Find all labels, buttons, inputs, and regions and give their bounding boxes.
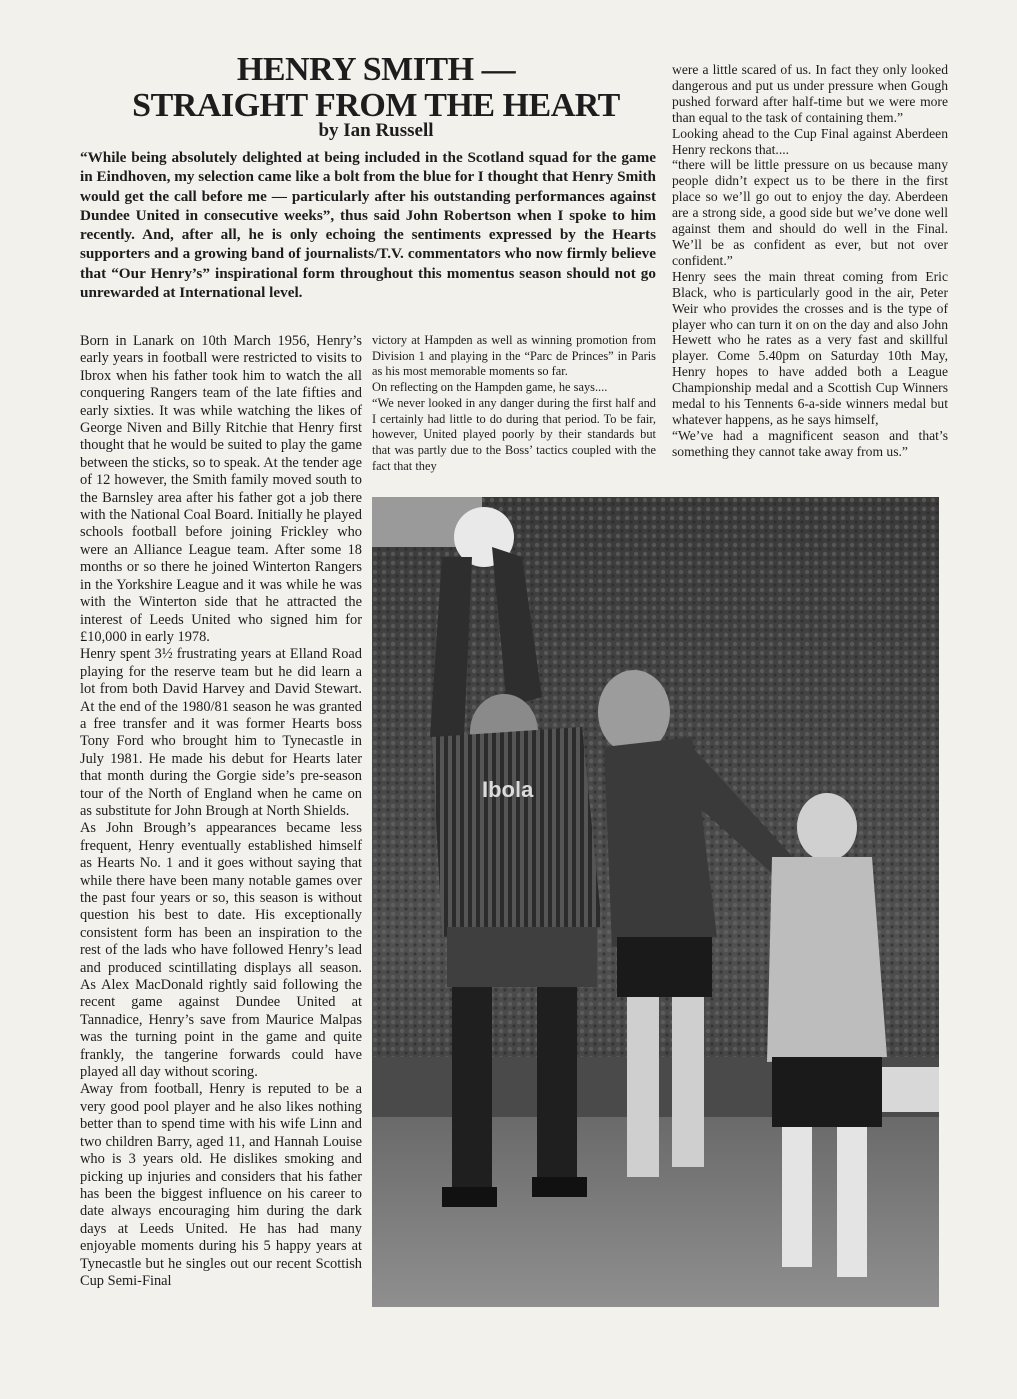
column-2 [372,333,656,474]
goalkeeper-jersey [432,727,602,937]
match-photo [372,497,939,1307]
column-3-paragraph: “there will be little pressure on us because many people didn’t expect us to be there in the first place so we’ll go out to enjoy the day. Aberdeen are a strong side, a good side but we’ve done well against them and should do well in the Final. We’ll be as confident as ever, but not over confident.” [672,157,948,268]
column-3-paragraph: Looking ahead to the Cup Final against Aberdeen Henry reckons that.... [672,125,948,157]
column-2-paragraph: On reflecting on the Hampden game, he says.... [372,380,608,395]
column-1-paragraph: Henry spent 3½ frustrating years at Elland Road playing for the reserve team but he did learn a lot from both David Harvey and David Stewart. At the end of the 1980/81 season he was granted a free transfer and it was former Hearts boss Tony Ford who brought him to Tynecastle in July 1981. He made his debut for Hearts later that month during the Gorgie side’s pre-season tour of the North of England when he came on as substitute for John Brough at North Shields. [80,646,362,819]
column-3 [672,62,948,460]
column-3-paragraph: were a little scared of us. In fact they only looked dangerous and put us under pressure when Gough pushed forward after half-time but we were more than equal to the task of containing them.” [672,62,948,125]
goalkeeper-photo-illustration [372,497,939,1307]
byline: by Ian Russell [318,120,434,141]
column-3-paragraph: Henry sees the main threat coming from Eric Black, who is particularly good in the air, Peter Weir who provides the crosses and is the type of player who can turn it on on the day and also John Hewett who he rates as a very fast and skillful player. Come 5.40pm on Saturday 10th May, Henry hopes to have added both a League Championship medal and a Scottish Cup Winners medal to his Tennents 6-a-side winners medal but whatever happens, as he says himself, [672,268,948,427]
intro-paragraph: “While being absolutely delighted at being included in the Scotland squad for the game in Eindhoven, my selection came like a bolt from the blue for I thought that Henry Smith would get the call before me — particularly after his outstanding performances against Dundee United in consecutive weeks”, thus said John Robertson when I spoke to him recently. And, after all, he is only echoing the sentiments expressed by the Hearts supporters and a growing band of journalists/T.V. commentators who now firmly believe that “Our Henry’s” inspirational form throughout this momentus season should not go unrewarded at International level. [80,149,656,302]
column-2-paragraph: “We never looked in any danger during the first half and I certainly had little to do during that period. To be fair, however, United played poorly by their standards but that was partly due to the Boss’ tactics coupled with the fact that they [372,395,656,473]
column-1-paragraph: Away from football, Henry is reputed to be a very good pool player and he also likes nothing better than to spend time with his wife Linn and two children Barry, aged 11, and Hannah Louise who is 3 years old. He dislikes smoking and picking up injuries and considers that his father has been the biggest influence on his career to date always encouraging him during the dark days at Leeds United. He has had many enjoyable moments during his 5 happy years at Tynecastle but he singles out our recent Scottish Cup Semi-Final [80,1081,362,1289]
teammate-jersey [767,857,887,1062]
jersey-lettering: Ibola [482,777,534,802]
column-2-paragraph: victory at Hampden as well as winning promotion from Division 1 and playing in the “Parc de Princes” in Paris as his most memorable moments so far. [372,333,656,379]
title-line-2: STRAIGHT FROM THE HEART [132,87,620,124]
column-3-paragraph: “We’ve had a magnificent season and that’s something they cannot take away from us.” [672,427,948,459]
column-1-paragraph: Born in Lanark on 10th March 1956, Henry’s early years in football were restricted to visits to Ibrox when his father took him to watch the all conquering Rangers team of the late fifties and early sixties. It was while watching the likes of George Niven and Billy Ritchie that Henry first thought that he would be suited to play the game between the sticks, so to speak. At the tender age of 12 however, the Smith family moved south to the Barnsley area after his father got a job there with the National Coal Board. Initially he played schools football before joining Frickley who were an Alliance League team. After some 18 months or so there he joined Winterton Rangers in the Yorkshire League and it was while he was with the Winterton side that he attracted the interest of Leeds United who signed him for £10,000 in early 1978. [80,333,362,645]
title-line-1: HENRY SMITH — [236,51,516,88]
column-1 [80,333,362,1290]
article-title [86,52,666,124]
column-1-paragraph: As John Brough’s appearances became less frequent, Henry eventually established himself as Hearts No. 1 and it goes without saying that while there have been many notable games over the past four years or so, this season is without question his best to date. His exceptionally consistent form has been an inspiration to the rest of the lads who have followed Henry’s lead and produced scintillating displays all season. As Alex MacDonald rightly said following the recent game against Dundee United at Tannadice, Henry’s save from Maurice Malpas was the turning point in the game and quite frankly, the tangerine forwards could have played all day without scoring. [80,820,362,1081]
